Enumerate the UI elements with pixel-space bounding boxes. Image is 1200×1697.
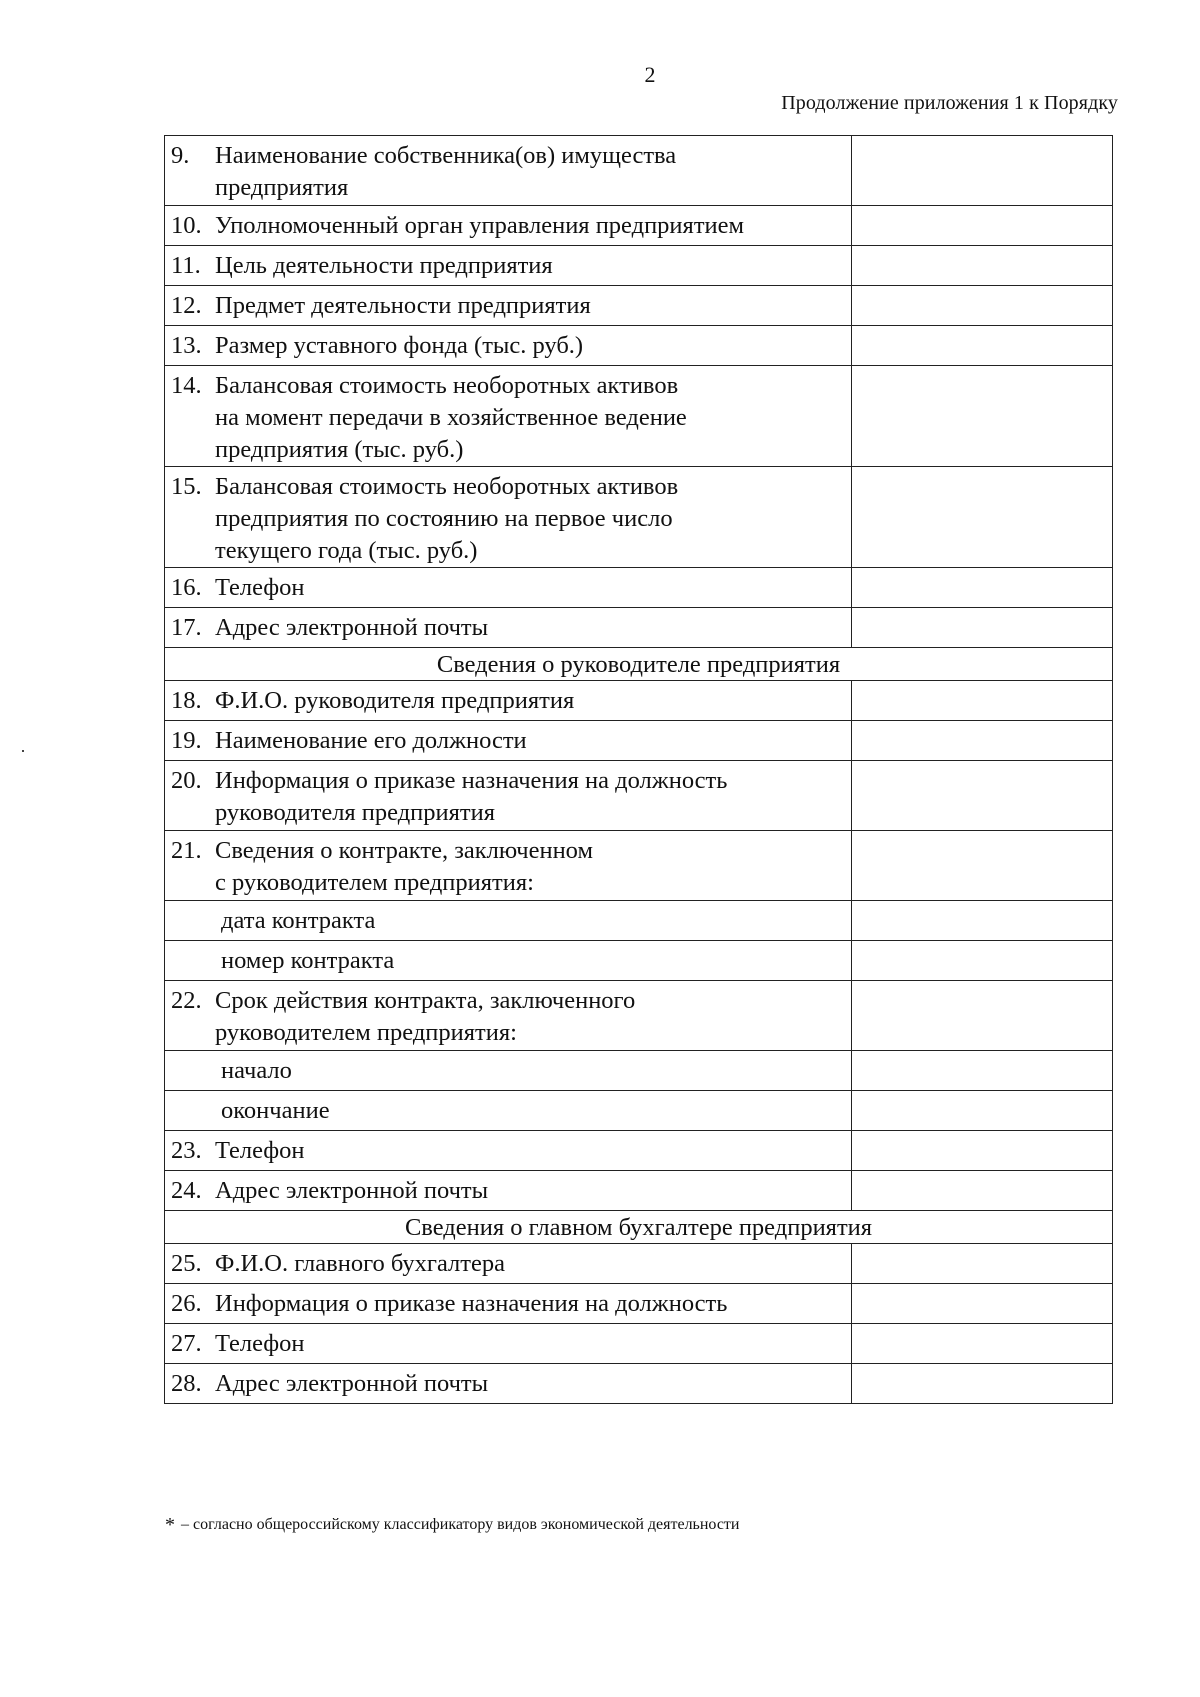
section-heading: Сведения о руководителе предприятия — [165, 648, 1113, 681]
item-number: 25. — [171, 1250, 202, 1277]
table-row — [165, 568, 1113, 608]
item-number: 27. — [171, 1330, 202, 1357]
item-first-line — [171, 210, 845, 242]
item-number: 26. — [171, 1290, 202, 1317]
value-cell[interactable] — [852, 1284, 1113, 1324]
item-text: Адрес электронной почты — [215, 1177, 489, 1204]
table-row — [165, 1324, 1113, 1364]
row-label — [165, 1131, 852, 1171]
item-text: Балансовая стоимость необоротных активов — [215, 473, 679, 500]
section-heading: Сведения о главном бухгалтере предприятия — [165, 1211, 1113, 1244]
value-cell[interactable] — [852, 1131, 1113, 1171]
item-text: Адрес электронной почты — [215, 1370, 489, 1397]
row-label — [165, 1051, 852, 1091]
row-label — [165, 901, 852, 941]
table-row — [165, 246, 1113, 286]
table-row — [165, 681, 1113, 721]
item-first-line — [171, 1175, 845, 1207]
item-first-line — [171, 370, 845, 402]
item-text: Телефон — [215, 1330, 305, 1357]
value-cell[interactable] — [852, 761, 1113, 831]
table-row — [165, 286, 1113, 326]
value-cell[interactable] — [852, 568, 1113, 608]
item-continuation-line: руководителя предприятия — [215, 799, 496, 826]
item-first-line — [171, 471, 845, 503]
item-number: 16. — [171, 574, 202, 601]
item-first-line — [171, 985, 845, 1017]
table-row — [165, 1364, 1113, 1404]
item-number: 15. — [171, 473, 202, 500]
item-number: 11. — [171, 252, 201, 279]
item-number: 22. — [171, 987, 202, 1014]
item-text: Уполномоченный орган управления предприятием — [215, 212, 745, 239]
item-text: Телефон — [215, 1137, 305, 1164]
row-label — [165, 981, 852, 1051]
value-cell[interactable] — [852, 1364, 1113, 1404]
value-cell[interactable] — [852, 901, 1113, 941]
row-label — [165, 1091, 852, 1131]
row-label — [165, 1244, 852, 1284]
row-label — [165, 1171, 852, 1211]
item-text: Информация о приказе назначения на должность — [215, 1290, 728, 1317]
row-label — [165, 761, 852, 831]
value-cell[interactable] — [852, 366, 1113, 467]
value-cell[interactable] — [852, 206, 1113, 246]
value-cell[interactable] — [852, 1171, 1113, 1211]
item-text: Ф.И.О. руководителя предприятия — [215, 687, 575, 714]
table-row — [165, 1051, 1113, 1091]
item-text: Адрес электронной почты — [215, 614, 489, 641]
item-continuation-line: предприятия по состоянию на первое число — [215, 505, 673, 532]
value-cell[interactable] — [852, 467, 1113, 568]
item-first-line — [171, 765, 845, 797]
form-table — [164, 135, 1113, 1404]
footnote-mark: * — [165, 1514, 175, 1536]
value-cell[interactable] — [852, 1051, 1113, 1091]
item-first-line — [171, 290, 845, 322]
sub-item-label: номер контракта — [221, 947, 395, 974]
item-text: Размер уставного фонда (тыс. руб.) — [215, 332, 584, 359]
item-continuation-line: предприятия — [215, 174, 349, 201]
item-number: 9. — [171, 142, 190, 169]
item-continuation-line: на момент передачи в хозяйственное ведение — [215, 404, 687, 431]
table-row — [165, 981, 1113, 1051]
item-number: 18. — [171, 687, 202, 714]
table-row — [165, 206, 1113, 246]
table-row — [165, 1244, 1113, 1284]
item-first-line — [171, 1288, 845, 1320]
table-row — [165, 326, 1113, 366]
item-continuation-line: с руководителем предприятия: — [215, 869, 534, 896]
item-continuation-line: руководителем предприятия: — [215, 1019, 517, 1046]
item-text: Срок действия контракта, заключенного — [215, 987, 636, 1014]
value-cell[interactable] — [852, 286, 1113, 326]
table-row — [165, 1091, 1113, 1131]
table-row — [165, 761, 1113, 831]
item-first-line — [171, 140, 845, 172]
item-number: 21. — [171, 837, 202, 864]
row-label — [165, 568, 852, 608]
value-cell[interactable] — [852, 1091, 1113, 1131]
section-row — [165, 648, 1113, 681]
value-cell[interactable] — [852, 681, 1113, 721]
item-number: 12. — [171, 292, 202, 319]
header-note: Продолжение приложения 1 к Порядку — [781, 92, 1118, 114]
item-first-line — [171, 1328, 845, 1360]
item-number: 24. — [171, 1177, 202, 1204]
value-cell[interactable] — [852, 608, 1113, 648]
table-row — [165, 467, 1113, 568]
table-row — [165, 721, 1113, 761]
item-text: Цель деятельности предприятия — [215, 252, 553, 279]
section-row — [165, 1211, 1113, 1244]
item-first-line — [171, 612, 845, 644]
row-label — [165, 366, 852, 467]
item-text: Ф.И.О. главного бухгалтера — [215, 1250, 505, 1277]
item-first-line — [171, 725, 845, 757]
table-row — [165, 366, 1113, 467]
value-cell[interactable] — [852, 326, 1113, 366]
row-label — [165, 136, 852, 206]
item-text: Телефон — [215, 574, 305, 601]
value-cell[interactable] — [852, 1324, 1113, 1364]
table-row — [165, 1171, 1113, 1211]
scan-speck — [22, 750, 24, 752]
value-cell[interactable] — [852, 246, 1113, 286]
row-label — [165, 246, 852, 286]
item-text: Наименование его должности — [215, 727, 527, 754]
sub-item-label: начало — [221, 1057, 292, 1084]
item-first-line — [171, 330, 845, 362]
value-cell[interactable] — [852, 1244, 1113, 1284]
item-number: 13. — [171, 332, 202, 359]
page-number: 2 — [644, 62, 656, 87]
item-text: Балансовая стоимость необоротных активов — [215, 372, 679, 399]
value-cell[interactable] — [852, 721, 1113, 761]
row-label — [165, 326, 852, 366]
row-label — [165, 831, 852, 901]
item-first-line — [171, 1135, 845, 1167]
row-label — [165, 681, 852, 721]
item-continuation-line: предприятия (тыс. руб.) — [215, 436, 464, 463]
row-label — [165, 721, 852, 761]
item-continuation-line: текущего года (тыс. руб.) — [215, 537, 478, 564]
table-row — [165, 608, 1113, 648]
row-label — [165, 608, 852, 648]
row-label — [165, 206, 852, 246]
item-number: 28. — [171, 1370, 202, 1397]
item-number: 23. — [171, 1137, 202, 1164]
table-row — [165, 831, 1113, 901]
form-table-body — [165, 136, 1113, 1404]
item-number: 10. — [171, 212, 202, 239]
item-first-line — [171, 685, 845, 717]
row-label — [165, 941, 852, 981]
item-text: Предмет деятельности предприятия — [215, 292, 591, 319]
row-label — [165, 1364, 852, 1404]
item-text: Информация о приказе назначения на должность — [215, 767, 728, 794]
item-first-line — [171, 250, 845, 282]
item-first-line — [171, 572, 845, 604]
item-number: 20. — [171, 767, 202, 794]
row-label — [165, 1284, 852, 1324]
row-label — [165, 286, 852, 326]
value-cell[interactable] — [852, 831, 1113, 901]
footnote-text: – согласно общероссийскому классификатору видов экономической деятельности — [181, 1516, 740, 1533]
table-row — [165, 1284, 1113, 1324]
item-number: 17. — [171, 614, 202, 641]
footnote — [165, 1514, 739, 1537]
value-cell[interactable] — [852, 941, 1113, 981]
table-row — [165, 901, 1113, 941]
value-cell[interactable] — [852, 136, 1113, 206]
row-label — [165, 467, 852, 568]
table-row — [165, 941, 1113, 981]
row-label — [165, 1324, 852, 1364]
item-first-line — [171, 1368, 845, 1400]
item-text: Наименование собственника(ов) имущества — [215, 142, 677, 169]
item-number: 14. — [171, 372, 202, 399]
item-first-line — [171, 835, 845, 867]
item-text: Сведения о контракте, заключенном — [215, 837, 593, 864]
item-first-line — [171, 1248, 845, 1280]
sub-item-label: окончание — [221, 1097, 330, 1124]
table-row — [165, 1131, 1113, 1171]
item-number: 19. — [171, 727, 202, 754]
sub-item-label: дата контракта — [221, 907, 376, 934]
table-row — [165, 136, 1113, 206]
value-cell[interactable] — [852, 981, 1113, 1051]
